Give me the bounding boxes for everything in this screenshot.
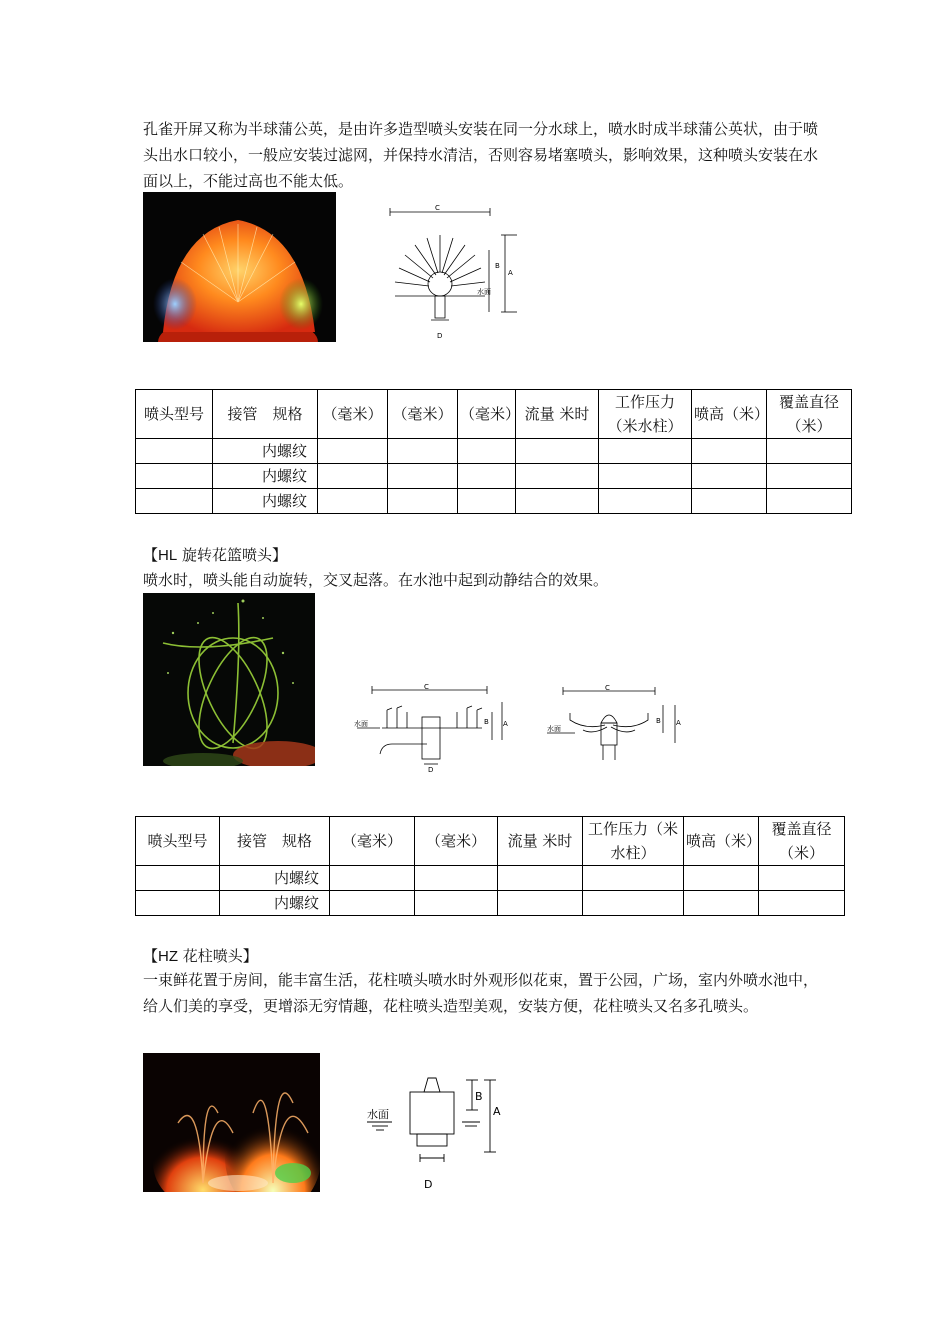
header-mm-2: （毫米） bbox=[415, 817, 498, 866]
table-row: 内螺纹 bbox=[136, 439, 852, 464]
header-flow: 流量 米时 bbox=[516, 390, 599, 439]
hz-intro-paragraph: 一束鲜花置于房间，能丰富生活，花柱喷头喷水时外观形似花束，置于公园，广场，室内外喷水池中，给人们美的享受，更增添无穷情趣，花柱喷头造型美观，安装方便，花柱喷头又名多孔喷头。 bbox=[143, 971, 819, 1015]
peacock-spec-table bbox=[135, 389, 852, 514]
header-nozzle-model: 喷头型号 bbox=[136, 817, 220, 866]
hl-intro-paragraph: 喷水时，喷头能自动旋转，交叉起落。在水池中起到动静结合的效果。 bbox=[143, 571, 609, 589]
hl-section-title: 【HL 旋转花篮喷头】 bbox=[143, 546, 287, 564]
svg-text:D: D bbox=[428, 766, 434, 774]
table-row: 内螺纹 bbox=[136, 866, 845, 891]
header-pipe-spec: 接管 规格 bbox=[213, 390, 318, 439]
dim-a-label: A bbox=[508, 269, 513, 277]
hl-nozzle-diagram-a bbox=[352, 682, 512, 774]
svg-text:D: D bbox=[424, 1178, 433, 1191]
svg-text:A: A bbox=[493, 1105, 501, 1118]
header-mm-2: （毫米） bbox=[388, 390, 458, 439]
header-mm-1: （毫米） bbox=[330, 817, 415, 866]
peacock-fountain-photo bbox=[143, 192, 336, 342]
table-row: 内螺纹 bbox=[136, 891, 845, 916]
svg-text:C: C bbox=[605, 685, 610, 692]
svg-text:A: A bbox=[676, 719, 681, 727]
dim-b-label: B bbox=[495, 262, 500, 270]
dim-d-label: D bbox=[437, 332, 443, 340]
header-pressure: 工作压力（米水柱） bbox=[599, 390, 692, 439]
table-row: 内螺纹 bbox=[136, 464, 852, 489]
hl-spec-table bbox=[135, 816, 845, 916]
header-flow: 流量 米时 bbox=[498, 817, 583, 866]
header-mm-3: （毫米） bbox=[458, 390, 516, 439]
hl-fountain-photo bbox=[143, 593, 315, 766]
header-nozzle-model: 喷头型号 bbox=[136, 390, 213, 439]
table-row: 内螺纹 bbox=[136, 489, 852, 514]
svg-text:水面: 水面 bbox=[547, 725, 561, 733]
hz-fountain-photo bbox=[143, 1053, 320, 1192]
hl-nozzle-diagram-b bbox=[545, 685, 685, 770]
peacock-intro-paragraph: 孔雀开屏又称为半球蒲公英，是由许多造型喷头安装在同一分水球上，喷水时成半球蒲公英状，由于喷头出水口较小，一般应安装过滤网，并保持水清洁，否则容易堵塞喷头，影响效果，这种喷头安装在水面以上，不能过高也不能太低。 bbox=[143, 120, 819, 190]
header-spray-height: 喷高（米） bbox=[692, 390, 767, 439]
svg-text:水面: 水面 bbox=[367, 1108, 389, 1121]
peacock-nozzle-diagram bbox=[385, 200, 530, 345]
header-coverage: 覆盖直径（米） bbox=[767, 390, 852, 439]
svg-text:C: C bbox=[424, 683, 429, 691]
header-pipe-spec: 接管 规格 bbox=[220, 817, 330, 866]
header-coverage: 覆盖直径（米） bbox=[759, 817, 845, 866]
svg-text:A: A bbox=[503, 720, 508, 728]
dim-c-label: C bbox=[435, 204, 440, 212]
header-mm-1: （毫米） bbox=[318, 390, 388, 439]
svg-text:B: B bbox=[475, 1090, 483, 1103]
water-surface-label: 水面 bbox=[477, 288, 491, 296]
hz-nozzle-diagram bbox=[362, 1070, 502, 1195]
hz-section-title: 【HZ 花柱喷头】 bbox=[143, 947, 258, 965]
header-pressure: 工作压力（米水柱） bbox=[583, 817, 684, 866]
svg-text:B: B bbox=[484, 718, 489, 726]
header-spray-height: 喷高（米） bbox=[684, 817, 759, 866]
svg-text:B: B bbox=[656, 717, 661, 725]
svg-text:水面: 水面 bbox=[354, 720, 368, 728]
